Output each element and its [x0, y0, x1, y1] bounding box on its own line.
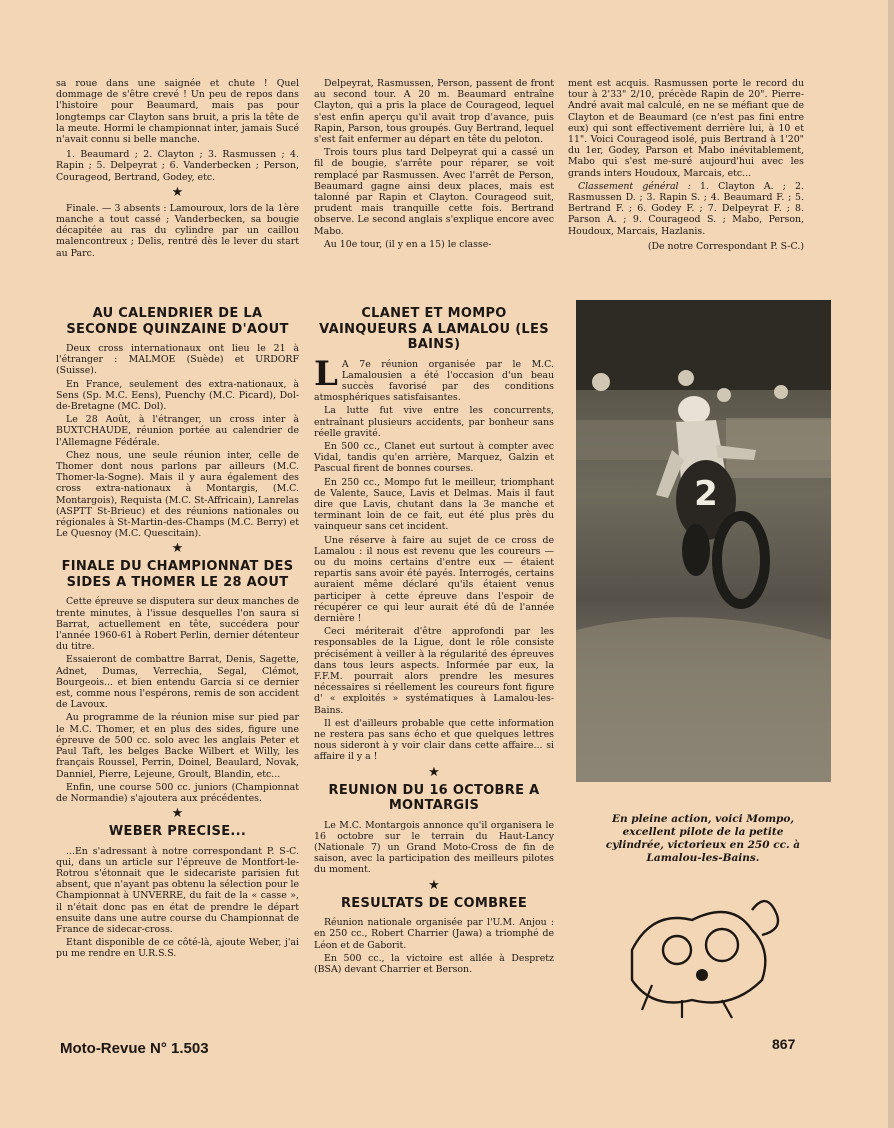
clanet-title: CLANET ET MOMPO VAINQUEURS A LAMALOU (LES BAINS) — [319, 306, 549, 352]
resultats-title: RESULTATS DE COMBREE — [340, 895, 527, 911]
star-separator: ★ — [428, 877, 440, 893]
paragraph: En France, seulement des extra-nationaux, à Sens (Sp. M.C. Eens), Puenchy (M.C. Picard), Dol-de-Bretagne (MC. Dol). — [56, 378, 299, 413]
paragraph: En 250 cc., Mompo fut le meilleur, triomphant de Valente, Sauce, Lavis et Delmas. Mais il faut dire que Lavis, chutant dans la 3e manche et terminant loin de ce fait, eut été plus près du vainqueur sans cet incident. — [314, 476, 554, 533]
finale-title: FINALE DU CHAMPIONNAT DES SIDES A THOMER LE 28 AOUT — [61, 559, 294, 590]
paragraph: Trois tours plus tard Delpeyrat qui a cassé un fil de bougie, s'arrête pour réparer, se voit remplacé par Rasmussen. Avec l'arrêt de Person, Beaumard gagne ainsi deux places, mais est talonné par Rapin et Clayton. Courageod suit, prudent mais tranquille cette fois. Bertrand observe. Le second anglais s'explique encore avec Mabo. — [314, 147, 554, 237]
paragraph: Delpeyrat, Rasmussen, Person, passent de front au second tour. A 20 m. Beaumard entraîne Clayton, qui a pris la place de Courageod, lequel s'est enfin aperçu qu'il avait trop d'avance, puis Rapin, Parson, tous groupés. Guy Bertrand, lequel s'est fait enfermer au départ en tête du peloton. — [314, 78, 554, 146]
bib-number: 2 — [694, 474, 718, 514]
paragraph: Chez nous, une seule réunion inter, celle de Thomer dont nous parlons par ailleurs (M.C. Thomer-la-Sogne). Mais il y aura également des cross extra-nationaux à Montargis, (M.C. Montargois), Requista (M.C. St-Affricain), Lanrelas (ASPTT St-Brieuc) et des réunions nationales ou régionales à St-Martin-des-Champs (M.C. Berry) et Le Quesnoy (M.C. Quescitain). — [56, 449, 299, 540]
paragraph: sa roue dans une saignée et chute ! Quel dommage de s'être crevé ! Un peu de repos dans l'histoire pour Beaumard, mais pas pour longtemps car Clayton sans bruit, a pris la tête de la meute. Hormi le championnat inter, jamais Sucé n'avait connu si belle manche. — [56, 78, 299, 146]
classement-text: 1. Clayton A. ; 2. Rasmussen D. ; 3. Rapin S. ; 4. Beaumard F. ; 5. Bertrand F. ; 6. Godey F. ; 7. Delpeyrat F. ; 8. Parson A. ; 9. Courageod S. ; Mabo, Person, Houdoux, Marcais, Hazlanis. — [568, 180, 805, 237]
paragraph: Au programme de la réunion mise sur pied par le M.C. Thomer, et en plus des sides, figure une épreuve de 500 cc. solo avec les anglais Peter et Paul Taft, les belges Backe Wilbert et Willy, les français Roussel, Perrin, Doinel, Beaulard, Novak, Danniel, Pierre, Lejeune, Groult, Blandin, etc... — [56, 712, 299, 780]
paragraph: En 500 cc., la victoire est allée à Despretz (BSA) devant Charrier et Berson. — [314, 952, 554, 975]
classement-label: Classement général : — [578, 180, 691, 192]
paragraph: Ceci mériterait d'être approfondi par les responsables de la Ligue, dont le rôle consiste précisément à veiller à la régularité des épreuves dans tous leurs aspects. Informée par eux, la F.F.M. pourrait alors prendre les mesures nécessaires si réellement les coureurs font figure d' « exploités » systématiques à Lamalou-les-Bains. — [314, 626, 554, 716]
star-separator: ★ — [171, 184, 184, 200]
classement-general — [568, 181, 804, 237]
paragraph: Deux cross internationaux ont lieu le 21 à l'étranger : MALMOE (Suède) et URDORF (Suisse). — [56, 343, 299, 377]
star-separator: ★ — [171, 806, 184, 822]
calendrier-title: AU CALENDRIER DE LA SECONDE QUINZAINE D'AOUT — [66, 306, 289, 337]
paragraph-text: A 7e réunion organisée par le M.C. Lamalousien a été l'occasion d'un beau succès favorisé par des conditions atmosphériques satisfaisantes. — [314, 358, 554, 404]
results-list: 1. Beaumard ; 2. Clayton ; 3. Rasmussen ; 4. Rapin ; 5. Delpeyrat ; 6. Vanderbecken ; Person, Courageod, Bertrand, Godey, etc. — [56, 149, 299, 183]
photo-caption: En pleine action, voici Mompo, excellent pilote de la petite cylindrée, victorieux en 250 cc. à Lamalou-les-Bains. — [605, 813, 801, 864]
paragraph: Réunion nationale organisée par l'U.M. Anjou : en 250 cc., Robert Charrier (Jawa) a triomphé de Léon et de Gaborit. — [314, 917, 554, 951]
magazine-footer: Moto-Revue N° 1.503 — [60, 1040, 209, 1057]
paragraph: Le 28 Août, à l'étranger, un cross inter à BUXTCHAUDE, réunion portée au calendrier de l'Allemagne Fédérale. — [56, 414, 299, 448]
motocross-photo — [576, 300, 831, 782]
paragraph: Au 10e tour, (il y en a 15) le classe- — [324, 238, 492, 250]
paragraph: ment est acquis. Rasmussen porte le record du tour à 2'33" 2/10, précède Rapin de 20". Pierre-André avait mal calculé, en ne se méfiant que de Clayton et de Beaumard (ce n'est pas fini entre eux) qui sont effectivement derrière lui, à 10 et 11". Voici Courageod isolé, puis Bertrand à 1'20" du 1er, Godey, Parson et Mabo inévitablement, Mabo qui s'est me-suré aujourd'hui avec les grands inters Houdoux, Marcais, etc... — [568, 78, 804, 179]
reunion-title: REUNION DU 16 OCTOBRE A MONTARGIS — [328, 782, 540, 814]
star-separator: ★ — [171, 541, 184, 557]
paragraph: ...En s'adressant à notre correspondant P. S-C. qui, dans un article sur l'épreuve de Montfort-le-Rotrou s'étonnait que le sidecariste parisien fut absent, que n'ayant pas obtenu la sélection pour le Championnat à UNVERRE, du fait de la « casse », il n'était donc pas en état de prendre le départ ensuite dans une autre course du Championnat de France de sidecar-cross. — [56, 845, 299, 936]
paragraph: Essaieront de combattre Barrat, Denis, Sagette, Adnet, Dumas, Verrechia, Segal, Clémot, Bourgeois... et bien entendu Garcia si ce dernier est, comme nous l'espérons, remis de son accident de Lavoux. — [56, 654, 299, 711]
paragraph: Il est d'ailleurs probable que cette information ne restera pas sans écho et que quelques lettres nous sideront à y voir clair dans cette affaire... si affaire il y a ! — [314, 717, 554, 763]
paragraph: Une réserve à faire au sujet de ce cross de Lamalou : il nous est revenu que les coureurs — ou du moins certains d'entre eux — étaient repartis sans avoir été payés. Interrogés, certains auraient même déclaré qu'ils étaient venus participer à cette épreuve dans l'espoir de récupérer ce qui leur aurait été dû de l'année dernière ! — [314, 534, 554, 624]
paragraph: Etant disponible de ce côté-là, ajoute Weber, j'ai pu me rendre en U.R.S.S. — [56, 937, 299, 960]
paragraph: En 500 cc., Clanet eut surtout à compter avec Vidal, tandis qu'en arrière, Marquez, Galzin et Pascual firent de bonnes courses. — [314, 440, 554, 475]
credit: (De notre Correspondant P. S-C.) — [647, 240, 804, 252]
paragraph: Finale. — 3 absents : Lamouroux, lors de la 1ère manche a tout cassé ; Vanderbecken, sa bougie décapitée au ras du cylindre par un caillou malencontreux ; Delis, rentré dès le lever du start au Parc. — [56, 202, 299, 259]
page-number: 867 — [772, 1036, 796, 1052]
left-column — [56, 306, 299, 962]
paragraph — [314, 353, 554, 404]
paragraph: Cette épreuve se disputera sur deux manches de trente minutes, à l'issue desquelles l'on saura si Barrat, actuellement en tête, succédera pour l'année 1960-61 à Robert Perlin, dernier détenteur du titre. — [56, 596, 299, 653]
top-column-3 — [568, 78, 804, 254]
middle-column — [314, 306, 554, 977]
top-column-1 — [56, 78, 299, 261]
rider-illustration — [576, 300, 831, 782]
paragraph: Enfin, une course 500 cc. juniors (Championnat de Normandie) s'ajoutera aux précédentes. — [56, 781, 299, 804]
star-separator: ★ — [428, 764, 440, 780]
drop-cap: L — [314, 353, 338, 394]
top-column-2 — [314, 78, 554, 252]
paragraph: La lutte fut vive entre les concurrents, entraînant plusieurs accidents, par bonheur sans réelle gravité. — [314, 405, 554, 439]
paragraph: Le M.C. Montargois annonce qu'il organisera le 16 octobre sur le terrain du Haut-Lancy (Nationale 7) un Grand Moto-Cross de fin de saison, avec la participation des meilleurs pilotes du moment. — [314, 819, 554, 876]
weber-title: WEBER PRECISE... — [108, 824, 247, 840]
motorcycle-cartoon-icon — [612, 890, 792, 1020]
